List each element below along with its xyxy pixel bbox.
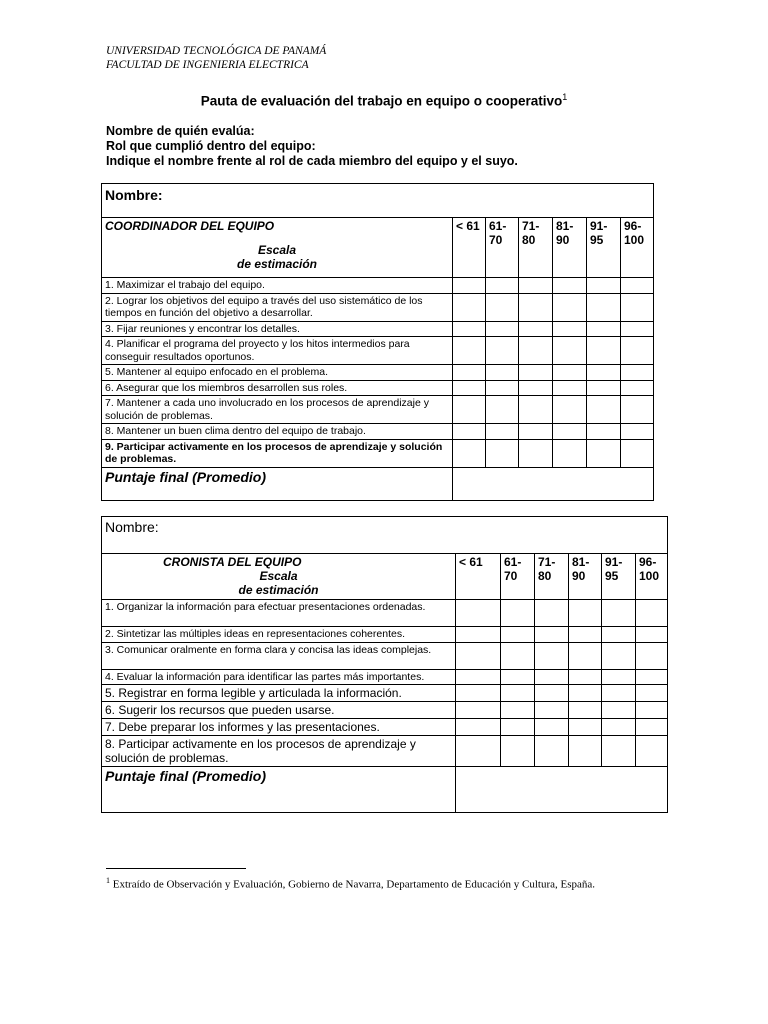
name-label: Nombre: <box>105 519 159 535</box>
score-cell[interactable] <box>486 396 519 424</box>
score-cell[interactable] <box>569 702 602 719</box>
criterion-row <box>102 669 668 685</box>
footnote-text: Extraído de Observación y Evaluación, Gobierno de Navarra, Departamento de Educación y Cultura, España. <box>112 878 596 891</box>
score-cell[interactable] <box>453 321 486 337</box>
scale-col-header: < 61 <box>456 554 501 600</box>
criterion-row <box>102 293 654 321</box>
scale-label-line2: de estimación <box>236 257 318 271</box>
score-cell[interactable] <box>602 627 636 643</box>
criterion-text: 1. Maximizar el trabajo del equipo. <box>102 278 453 294</box>
criterion-row <box>102 627 668 643</box>
scale-col-header: 81- 90 <box>569 554 602 600</box>
score-cell[interactable] <box>602 685 636 702</box>
score-cell[interactable] <box>587 321 621 337</box>
criterion-text: 6. Asegurar que los miembros desarrollen sus roles. <box>102 380 453 396</box>
criterion-row <box>102 424 654 440</box>
score-cell[interactable] <box>456 702 501 719</box>
scale-label-line1: Escala <box>259 569 298 583</box>
score-cell[interactable] <box>602 600 636 627</box>
score-cell[interactable] <box>569 600 602 627</box>
role-header-cell <box>102 554 456 600</box>
criterion-text: 5. Mantener al equipo enfocado en el problema. <box>102 365 453 381</box>
score-cell[interactable] <box>587 278 621 294</box>
score-cell[interactable] <box>636 685 668 702</box>
score-cell[interactable] <box>569 685 602 702</box>
score-cell[interactable] <box>587 365 621 381</box>
scale-label <box>105 569 452 597</box>
criterion-row <box>102 685 668 702</box>
score-cell[interactable] <box>456 669 501 685</box>
score-cell[interactable] <box>621 396 654 424</box>
scale-col-header: 81- 90 <box>553 218 587 278</box>
score-cell[interactable] <box>569 736 602 767</box>
score-cell[interactable] <box>501 685 535 702</box>
final-score-row <box>102 467 654 500</box>
score-cell[interactable] <box>602 642 636 669</box>
score-cell[interactable] <box>553 439 587 467</box>
score-cell[interactable] <box>636 600 668 627</box>
criterion-row <box>102 396 654 424</box>
criterion-row <box>102 337 654 365</box>
faculty-name: FACULTAD DE INGENIERIA ELECTRICA <box>106 59 309 71</box>
name-label: Nombre: <box>105 187 163 203</box>
score-cell[interactable] <box>569 642 602 669</box>
footnote <box>106 873 646 893</box>
criterion-text: 2. Sintetizar las múltiples ideas en representaciones coherentes. <box>102 627 456 643</box>
evaluator-name-label: Nombre de quién evalúa: <box>106 124 255 138</box>
criterion-text: 8. Participar activamente en los procesos de aprendizaje y solución de problemas. <box>102 736 456 767</box>
score-cell[interactable] <box>569 669 602 685</box>
institution-header <box>106 44 326 72</box>
score-cell[interactable] <box>535 702 569 719</box>
name-field-row[interactable] <box>102 517 668 554</box>
score-cell[interactable] <box>621 439 654 467</box>
document-title <box>0 92 768 109</box>
criterion-text: 4. Planificar el programa del proyecto y los hitos intermedios para conseguir resultados oportunos. <box>102 337 453 365</box>
criterion-text: 8. Mantener un buen clima dentro del equipo de trabajo. <box>102 424 453 440</box>
criterion-text: 7. Mantener a cada uno involucrado en los procesos de aprendizaje y solución de problemas. <box>102 396 453 424</box>
scale-col-header: 61- 70 <box>486 218 519 278</box>
score-cell[interactable] <box>456 642 501 669</box>
score-cell[interactable] <box>535 642 569 669</box>
criterion-row <box>102 736 668 767</box>
criterion-row <box>102 380 654 396</box>
criterion-row <box>102 365 654 381</box>
score-cell[interactable] <box>486 278 519 294</box>
criterion-row <box>102 600 668 627</box>
criterion-text: 1. Organizar la información para efectuar presentaciones ordenadas. <box>102 600 456 627</box>
coordinator-evaluation-table <box>101 183 654 501</box>
score-cell[interactable] <box>587 439 621 467</box>
score-cell[interactable] <box>519 439 553 467</box>
criterion-text: 5. Registrar en forma legible y articulada la información. <box>102 685 456 702</box>
score-cell[interactable] <box>621 321 654 337</box>
scale-col-header: 91- 95 <box>587 218 621 278</box>
score-cell[interactable] <box>453 365 486 381</box>
role-title: COORDINADOR DEL EQUIPO <box>105 219 275 233</box>
score-cell[interactable] <box>519 424 553 440</box>
score-cell[interactable] <box>587 337 621 365</box>
score-cell[interactable] <box>456 719 501 736</box>
score-cell[interactable] <box>519 396 553 424</box>
score-cell[interactable] <box>535 627 569 643</box>
score-cell[interactable] <box>486 380 519 396</box>
score-cell[interactable] <box>486 337 519 365</box>
footnote-separator <box>106 868 246 869</box>
score-cell[interactable] <box>535 719 569 736</box>
scale-col-header: 71- 80 <box>535 554 569 600</box>
score-cell[interactable] <box>587 380 621 396</box>
criterion-row <box>102 642 668 669</box>
score-cell[interactable] <box>456 627 501 643</box>
score-cell[interactable] <box>486 365 519 381</box>
score-cell[interactable] <box>553 424 587 440</box>
score-cell[interactable] <box>602 669 636 685</box>
final-score-row <box>102 767 668 813</box>
criterion-text: 7. Debe preparar los informes y las presentaciones. <box>102 719 456 736</box>
footnote-mark: 1 <box>106 876 110 885</box>
score-cell[interactable] <box>535 685 569 702</box>
score-cell[interactable] <box>621 278 654 294</box>
scale-header-row <box>102 554 668 600</box>
score-cell[interactable] <box>519 321 553 337</box>
score-cell[interactable] <box>486 321 519 337</box>
score-cell[interactable] <box>636 669 668 685</box>
score-cell[interactable] <box>602 702 636 719</box>
name-field-row[interactable] <box>102 184 654 218</box>
scale-col-header: 96- 100 <box>621 218 654 278</box>
score-cell[interactable] <box>535 736 569 767</box>
score-cell[interactable] <box>486 424 519 440</box>
scale-col-header: 96- 100 <box>636 554 668 600</box>
score-cell[interactable] <box>636 627 668 643</box>
criterion-text: 4. Evaluar la información para identificar las partes más importantes. <box>102 669 456 685</box>
score-cell[interactable] <box>453 278 486 294</box>
score-cell[interactable] <box>636 702 668 719</box>
score-cell[interactable] <box>501 702 535 719</box>
score-cell[interactable] <box>519 337 553 365</box>
scale-col-header: < 61 <box>453 218 486 278</box>
criterion-text: 6. Sugerir los recursos que pueden usarse. <box>102 702 456 719</box>
score-cell[interactable] <box>636 719 668 736</box>
score-cell[interactable] <box>553 337 587 365</box>
scale-header-row <box>102 218 654 278</box>
scale-col-header: 91- 95 <box>602 554 636 600</box>
score-cell[interactable] <box>553 293 587 321</box>
role-header-cell <box>102 218 453 278</box>
score-cell[interactable] <box>587 293 621 321</box>
score-cell[interactable] <box>501 719 535 736</box>
score-cell[interactable] <box>602 719 636 736</box>
score-cell[interactable] <box>621 337 654 365</box>
score-cell[interactable] <box>553 365 587 381</box>
score-cell[interactable] <box>553 380 587 396</box>
criterion-row <box>102 719 668 736</box>
score-cell[interactable] <box>636 642 668 669</box>
score-cell[interactable] <box>553 278 587 294</box>
score-cell[interactable] <box>453 439 486 467</box>
score-cell[interactable] <box>636 736 668 767</box>
scale-label-line1: Escala <box>257 243 297 257</box>
score-cell[interactable] <box>501 642 535 669</box>
role-label: Rol que cumplió dentro del equipo: <box>106 139 316 153</box>
title-footnote-mark: 1 <box>562 92 568 102</box>
score-cell[interactable] <box>621 365 654 381</box>
criterion-text: 3. Fijar reuniones y encontrar los detalles. <box>102 321 453 337</box>
role-title: CRONISTA DEL EQUIPO <box>163 555 302 569</box>
evaluator-fields <box>106 124 518 169</box>
scale-label-line2: de estimación <box>238 583 319 597</box>
score-cell[interactable] <box>453 424 486 440</box>
score-cell[interactable] <box>519 380 553 396</box>
criterion-row <box>102 321 654 337</box>
scale-col-header: 61- 70 <box>501 554 535 600</box>
university-name: UNIVERSIDAD TECNOLÓGICA DE PANAMÁ <box>106 45 327 57</box>
score-cell[interactable] <box>453 380 486 396</box>
scale-label <box>105 243 449 271</box>
score-cell[interactable] <box>553 321 587 337</box>
final-score-cell[interactable] <box>456 767 668 813</box>
score-cell[interactable] <box>553 396 587 424</box>
score-cell[interactable] <box>501 627 535 643</box>
score-cell[interactable] <box>621 380 654 396</box>
final-score-cell[interactable] <box>453 467 654 500</box>
score-cell[interactable] <box>519 293 553 321</box>
score-cell[interactable] <box>486 293 519 321</box>
score-cell[interactable] <box>456 600 501 627</box>
criterion-text: 9. Participar activamente en los procesos de aprendizaje y solución de problemas. <box>102 439 453 467</box>
criterion-row <box>102 278 654 294</box>
final-score-label: Puntaje final (Promedio) <box>102 467 453 500</box>
score-cell[interactable] <box>535 600 569 627</box>
score-cell[interactable] <box>519 365 553 381</box>
instruction-text: Indique el nombre frente al rol de cada miembro del equipo y el suyo. <box>106 154 518 168</box>
score-cell[interactable] <box>501 600 535 627</box>
criterion-row <box>102 702 668 719</box>
chronicler-evaluation-table <box>101 516 668 813</box>
score-cell[interactable] <box>519 278 553 294</box>
score-cell[interactable] <box>569 627 602 643</box>
score-cell[interactable] <box>621 424 654 440</box>
score-cell[interactable] <box>587 424 621 440</box>
score-cell[interactable] <box>453 337 486 365</box>
score-cell[interactable] <box>621 293 654 321</box>
criterion-text: 3. Comunicar oralmente en forma clara y concisa las ideas complejas. <box>102 642 456 669</box>
score-cell[interactable] <box>569 719 602 736</box>
score-cell[interactable] <box>535 669 569 685</box>
score-cell[interactable] <box>456 685 501 702</box>
score-cell[interactable] <box>501 669 535 685</box>
criterion-text: 2. Lograr los objetivos del equipo a través del uso sistemático de los tiempos en función del objetivo a desarrollar. <box>102 293 453 321</box>
score-cell[interactable] <box>453 396 486 424</box>
final-score-label: Puntaje final (Promedio) <box>102 767 456 813</box>
score-cell[interactable] <box>453 293 486 321</box>
title-text: Pauta de evaluación del trabajo en equipo o cooperativo <box>200 93 563 109</box>
score-cell[interactable] <box>486 439 519 467</box>
score-cell[interactable] <box>501 736 535 767</box>
scale-col-header: 71- 80 <box>519 218 553 278</box>
score-cell[interactable] <box>602 736 636 767</box>
score-cell[interactable] <box>587 396 621 424</box>
criterion-row <box>102 439 654 467</box>
score-cell[interactable] <box>456 736 501 767</box>
